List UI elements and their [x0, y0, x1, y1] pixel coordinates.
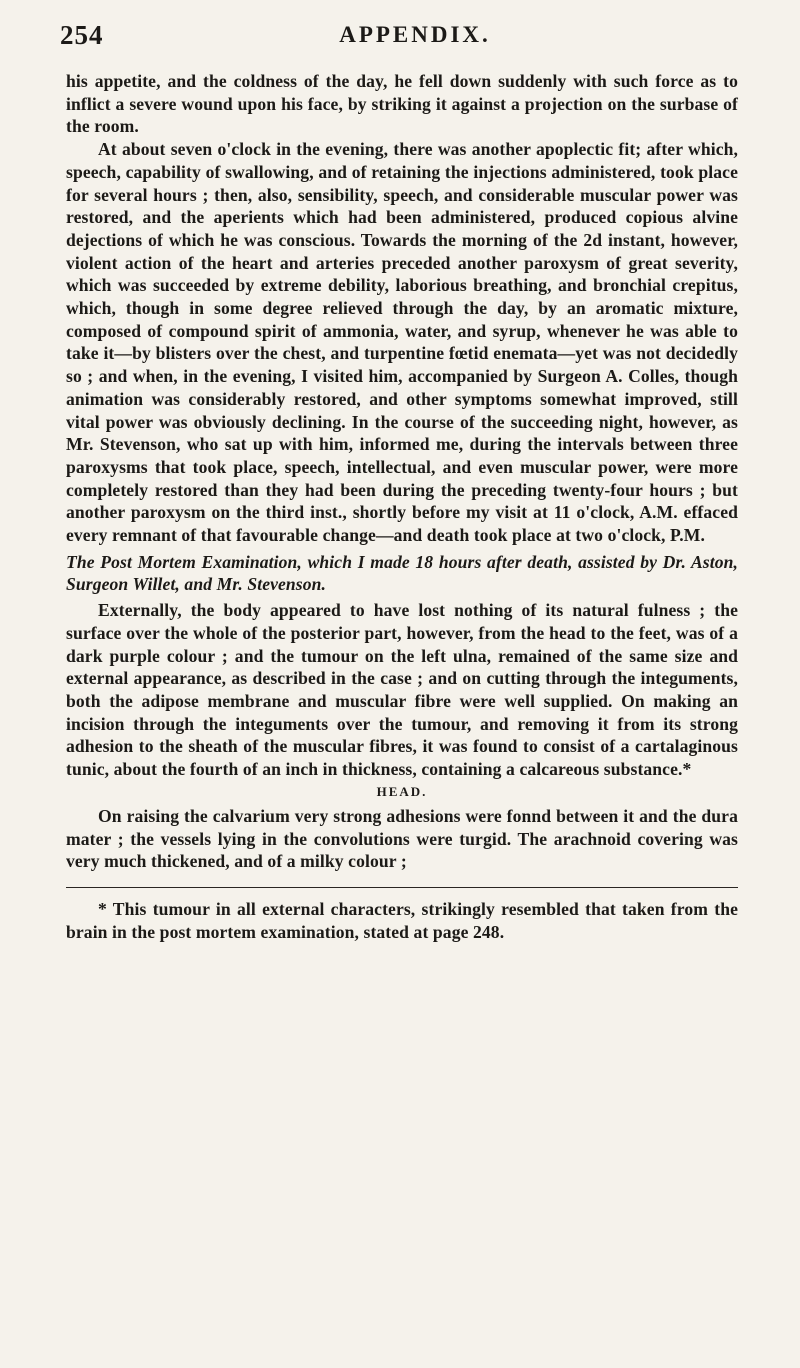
footnote-divider	[66, 887, 738, 888]
paragraph-external-examination: Externally, the body appeared to have lost nothing of its natural fulness ; the surface over the whole of the posterior part, however, from the head to the feet, was of a dark purple colour ; and the tumour on the left ulna, remained of the same size and external appearance, as described in the case ; and on cutting through the integuments, both the adipose membrane and muscular fibre were well supplied. On making an incision through the integuments over the tumour, and removing it from its strong adhesion to the sheath of the muscular fibres, it was found to consist of a cartalaginous tunic, about the fourth of an inch in thickness, containing a calcareous substance.*	[66, 600, 738, 780]
section-heading-head: HEAD.	[376, 783, 428, 799]
footnote: * This tumour in all external characters, strikingly resembled that taken from the brain in the post mortem examination, stated at page 248.	[66, 898, 738, 942]
main-text	[66, 70, 738, 943]
paragraph-evening-fit: At about seven o'clock in the evening, there was another apoplectic fit; after which, speech, capability of swallowing, and of retaining the injections administered, took place for several hours ; then, also, sensibility, speech, and considerable muscular power was restored, and the aperients which had been administered, produced copious alvine dejections of which he was conscious. Towards the morning of the 2d instant, however, violent action of the heart and arteries preceded another paroxysm of great severity, which was succeeded by extreme debility, laborious breathing, and bronchial crepitus, which, though in some degree relieved through the day, by an aromatic mixture, composed of compound spirit of ammonia, water, and syrup, whenever he was able to take it—by blisters over the chest, and turpentine fœtid enemata—yet was not decidedly so ; and when, in the evening, I visited him, accompanied by Surgeon A. Colles, though animation was considerably restored, and other symptoms somewhat improved, still vital power was obviously declining. In the course of the succeeding night, however, as Mr. Stevenson, who sat up with him, informed me, during the intervals between three paroxysms that took place, speech, intellectual, and even muscular power, were more completely restored than they had been during the preceding twenty-four hours ; but another paroxysm on the third inst., shortly before my visit at 11 o'clock, A.M. effaced every remnant of that favourable change—and death took place at two o'clock, P.M.	[66, 139, 738, 546]
post-mortem-heading: The Post Mortem Examination, which I made 18 hours after death, assisted by Dr. Aston, Surgeon Willet, and Mr. Stevenson.	[66, 551, 738, 595]
paragraph-continuation: his appetite, and the coldness of the day, he fell down suddenly with such force as to inflict a severe wound upon his face, by striking it against a projection on the surbase of the room.	[66, 71, 738, 137]
paragraph-calvarium: On raising the calvarium very strong adhesions were fonnd between it and the dura mater ; the vessels lying in the convolutions were turgid. The arachnoid covering was very much thickened, and of a milky colour ;	[66, 805, 738, 872]
running-title: APPENDIX.	[339, 22, 491, 47]
page-header	[60, 20, 740, 56]
page-number: 254	[60, 20, 104, 50]
